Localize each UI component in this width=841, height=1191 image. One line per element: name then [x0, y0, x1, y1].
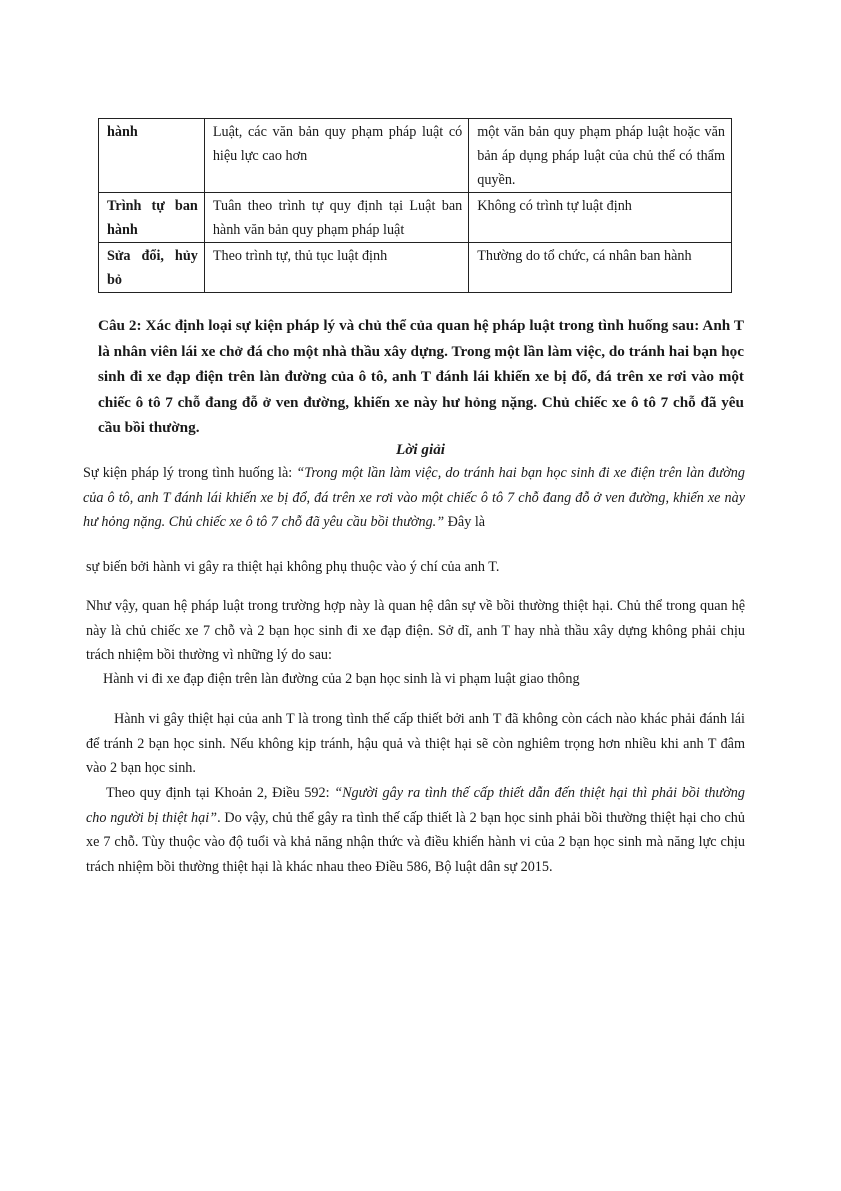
- paragraph-tail: . Do vậy, chủ thể gây ra tình thế cấp thiết là 2 bạn học sinh phải bồi thường thiệt hại cho chủ xe 7 chỗ. Tùy thuộc vào độ tuổi và khả năng nhận thức và điều khiển hành vi của 2 bạn học sinh mà năng lực chịu trách nhiệm bồi thường thiệt hại là khác nhau theo Điều 586, Bộ luật dân sự 2015.: [86, 809, 745, 875]
- table-cell: Không có trình tự luật định: [469, 193, 732, 243]
- row-label: Trình tự ban hành: [99, 193, 205, 243]
- paragraph-reason-1: Hành vi đi xe đạp điện trên làn đường của 2 bạn học sinh là vi phạm luật giao thông: [103, 671, 580, 687]
- paragraph-conclusion-event: sự biến bởi hành vi gây ra thiệt hại không phụ thuộc vào ý chí của anh T.: [86, 559, 500, 575]
- paragraph-lead: Theo quy định tại Khoản 2, Điều 592:: [106, 785, 335, 801]
- table-row: [99, 119, 732, 193]
- comparison-table: [98, 118, 732, 293]
- row-label: Sửa đổi, hủy bỏ: [99, 243, 205, 293]
- answer-heading: Lời giải: [395, 441, 446, 458]
- situation-quote: “Trong một lần làm việc, do tránh hai bạn học sinh đi xe điện trên làn đường của ô tô, anh T đánh lái khiến xe bị đổ, đá trên xe rơi vào một chiếc ô tô 7 chỗ đang đỗ ở ven đường, khiến xe này hư hỏng nặng. Chủ chiếc xe ô tô 7 chỗ đã yêu cầu bồi thường.”: [83, 465, 745, 530]
- law-quote: “Người gây ra tình thế cấp thiết dẫn đến thiệt hại thì phải bồi thường cho người bị thiệt hại”: [86, 785, 745, 826]
- paragraph-legal-event: [83, 461, 745, 535]
- table-cell: Theo trình tự, thủ tục luật định: [204, 243, 468, 293]
- row-label: hành: [99, 119, 205, 193]
- table-cell: Luật, các văn bản quy phạm pháp luật có hiệu lực cao hơn: [204, 119, 468, 193]
- table-cell: Thường do tổ chức, cá nhân ban hành: [469, 243, 732, 293]
- question-text: Câu 2: Xác định loại sự kiện pháp lý và chủ thể của quan hệ pháp luật trong tình huống sau: Anh T là nhân viên lái xe chở đá cho một nhà thầu xây dựng. Trong một lần làm việc, do tránh hai bạn học sinh đi xe đạp điện trên làn đường của ô tô, anh T đánh lái khiến xe bị đổ, đá trên xe rơi vào một chiếc ô tô 7 chỗ đang đỗ ở ven đường, khiến xe này hư hỏng nặng. Chủ chiếc xe ô tô 7 chỗ đã yêu cầu bồi thường.: [98, 317, 744, 436]
- paragraph-reason-3: [86, 781, 745, 879]
- table-cell: một văn bản quy phạm pháp luật hoặc văn bản áp dụng pháp luật của chủ thể có thẩm quyền.: [469, 119, 732, 193]
- paragraph-reason-2: Hành vi gây thiệt hại của anh T là trong tình thế cấp thiết bởi anh T đã không còn cách nào khác phải đánh lái để tránh 2 bạn học sinh. Nếu không kịp tránh, hậu quả và thiệt hại sẽ còn nghiêm trọng hơn nhiều khi anh T đâm vào 2 bạn học sinh.: [86, 711, 745, 776]
- paragraph-tail: Đây là: [444, 514, 486, 530]
- table-row: [99, 243, 732, 293]
- table-row: [99, 193, 732, 243]
- paragraph-lead: Sự kiện pháp lý trong tình huống là:: [83, 465, 297, 481]
- paragraph-legal-relation: Như vậy, quan hệ pháp luật trong trường hợp này là quan hệ dân sự về bồi thường thiệt hại. Chủ thể trong quan hệ này là chủ chiếc xe 7 chỗ và 2 bạn học sinh đi xe đạp điện. Sở dĩ, anh T hay nhà thầu xây dựng không phải chịu trách nhiệm bồi thường vì những lý do sau:: [86, 598, 745, 663]
- table-cell: Tuân theo trình tự quy định tại Luật ban hành văn bản quy phạm pháp luật: [204, 193, 468, 243]
